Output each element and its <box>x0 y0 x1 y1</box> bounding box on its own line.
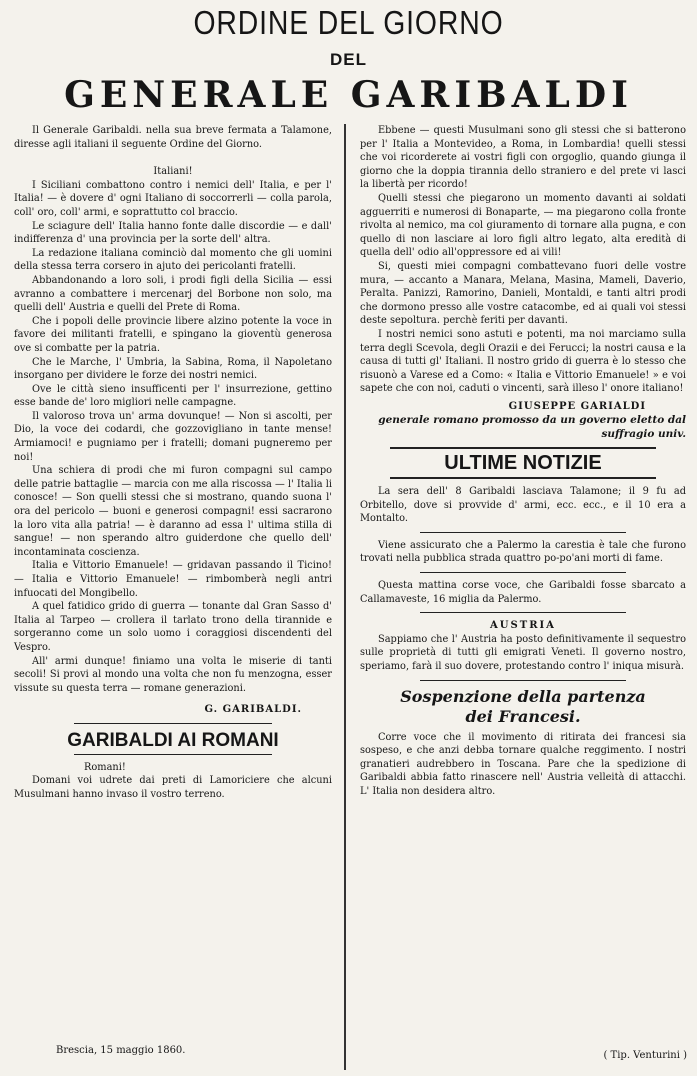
news-item: Questa mattina corse voce, che Garibaldi fosse sbarcato a Callamaveste, 16 miglia da Palermo. <box>360 580 686 605</box>
masthead-del: DEL <box>330 50 367 69</box>
signature: GIUSEPPE GARIALDI <box>508 400 646 412</box>
heading-dei-francesi: dei Francesi. <box>465 706 581 726</box>
divider <box>74 723 272 724</box>
sospenzione-text: Corre voce che il movimento di ritirata dei francesi sia sospeso, e che anzi debba tornare qualche reggimento. I nostri granatieri audrebbero in Toscana. Pare che la spedizione di Garibaldi abbia fatto rinascere nell' Austria velleità di attacchi. L' Italia non desidera altro. <box>360 731 686 797</box>
paragraph: Ove le città sieno insufficenti per l' insurrezione, gettino esse bande de' loro migliori nelle campagne. <box>14 383 332 409</box>
divider <box>390 477 656 479</box>
right-column <box>360 124 686 799</box>
paragraph: A quel fatidico grido di guerra — tonante dal Gran Sasso d' Italia al Tarpeo — crollera il tarlato trono della tirannide e sorgeranno come un solo uomo i coraggiosi discendenti del Vespro. <box>14 601 332 653</box>
masthead-generale: GENERALE GARIBALDI <box>64 74 633 116</box>
masthead-title: ORDINE DEL GIORNO <box>193 4 504 41</box>
divider <box>420 612 626 613</box>
paragraph: I Siciliani combattono contro i nemici dell' Italia, e per l' Italia! — è dovere d' ogni Italiano di soccorrerli — colla parola, coll' oro, coll' armi, e soprattutto col braccio. <box>14 179 332 218</box>
paragraph: Quelli stessi che piegarono un momento davanti ai soldati agguerriti e numerosi di Bonaparte, — ma piegarono colla fronte rivolta al nemico, ma col giuramento di tornare alla pugna, e con quello di non lasciare ai loro figli altro legato, alta eredità di quella dell' odio all'oppressore ed ai vili! <box>360 192 686 259</box>
paragraph: Una schiera di prodi che mi furon compagni sul campo delle patrie battaglie — marcia con me alla riscossa — l' Italia li conosce! — Son quelli stessi che si mostrano, quando suona l' ora del pericolo — buoni e generosi compagni! essi sacrarono la loro vita alla patria! — è daranno ad essa l' ultima stilla di sangue! — non sperando altro guiderdone che quello dell' incontaminata coscienza. <box>14 465 332 558</box>
paragraph: I nostri nemici sono astuti e potenti, ma noi marciamo sulla terra degli Scevola, degli Orazii e dei Ferucci; la nostri causa e la causa di tutti gl' Italiani. Il nostro grido di guerra è lo stesso che risuonò a Varese ed a Como: « Italia e Vittorio Emanuele! » e voi sapete che con noi, caduti o vincenti, sarà illeso l' onore italiano! <box>360 328 686 395</box>
heading-garibaldi-ai-romani: GARIBALDI AI ROMANI <box>67 729 279 751</box>
paragraph: All' armi dunque! finiamo una volta le miserie di tanti secoli! Si provi al mondo una volta che non fu menzogna, esser vissute su questa terra — romane generazioni. <box>14 655 332 694</box>
divider <box>390 447 656 449</box>
printer-credit: ( Tip. Venturini ) <box>603 1050 687 1061</box>
paragraph: Italia e Vittorio Emanuele! — gridavan passando il Ticino! — Italia e Vittorio Emanuele! — rimbomberà negli antri infuocati del Mongibello. <box>14 560 332 599</box>
column-divider <box>344 124 346 1070</box>
news-item: Viene assicurato che a Palermo la carestia è tale che furono trovati nella pubblica strada quattro po-po'ani morti di fame. <box>360 539 686 565</box>
intro-paragraph: Il Generale Garibaldi. nella sua breve fermata a Talamone, diresse agli italiani il seguente Ordine del Giorno. <box>14 125 332 150</box>
paragraph: Ebbene — questi Musulmani sono gli stessi che si batterono per l' Italia a Montevideo, a Roma, in Lombardia! quelli stessi che voi ricorderete ai vostri figli con orgoglio, quando giunga il giorno che la doppia tirannia dello straniero e del prete vi lasci la libertà per ricordo! <box>360 125 686 191</box>
signature: G. GARIBALDI. <box>204 704 302 716</box>
signature-subtitle: generale romano promosso da un governo eletto dal suffragio univ. <box>378 414 686 441</box>
heading-austria: AUSTRIA <box>490 620 556 632</box>
divider <box>420 572 626 573</box>
romani-salutation: Romani! <box>84 761 126 773</box>
heading-ultime-notizie: ULTIME NOTIZIE <box>444 452 602 475</box>
paragraph: La redazione italiana cominciò dal momento che gli uomini della stessa terra corsero in ajuto dei pericolanti fratelli. <box>14 247 332 273</box>
divider <box>420 680 626 681</box>
news-item: La sera dell' 8 Garibaldi lasciava Talamone; il 9 fu ad Orbitello, dove si provvide d' armi, ecc. ecc., e il 10 era a Montalto. <box>360 486 686 525</box>
divider <box>420 532 626 533</box>
austria-text: Sappiamo che l' Austria ha posto definitivamente il sequestro sulle proprietà di tutti gli emigrati Veneti. Il governo nostro, speriamo, farà il suo dovere, protestando contro l' iniqua misurà. <box>360 633 686 672</box>
divider <box>74 754 272 755</box>
paragraph: Abbandonando a loro soli, i prodi figli della Sicilia — essi avranno a combattere i mercenarj del Borbone non solo, ma quelli dell' Austria e quelli del Prete di Roma. <box>14 274 332 314</box>
paragraph: Il valoroso trova un' arma dovunque! — Non si ascolti, per Dio, la voce dei codardi, che gozzovigliano in tante mense! Armiamoci! e pugniamo per i fratelli; domani pugneremo per noi! <box>14 410 332 463</box>
salutation: Italiani! <box>153 166 193 178</box>
date-line: Brescia, 15 maggio 1860. <box>56 1045 186 1056</box>
left-column <box>14 124 332 801</box>
paragraph: Le sciagure dell' Italia hanno fonte dalle discordie — e dall' indifferenza d' una provincia per la sorte dell' altra. <box>14 220 332 246</box>
romani-text: Domani voi udrete dai preti di Lamoriciere che alcuni Musulmani hanno invaso il vostro terreno. <box>14 775 332 800</box>
paragraph: Si, questi miei compagni combattevano fuori delle vostre mura, — accanto a Manara, Melana, Masina, Mameli, Daverio, Peralta. Panizzi, Ramorino, Danieli, Montaldi, e tanti altri prodi che dormono presso alle vostre catacombe, ed ai quali voi stessi deste sepoltura. perchè feriti per davanti. <box>360 260 686 327</box>
paragraph: Che le Marche, l' Umbria, la Sabina, Roma, il Napoletano insorgano per dividere le forze dei nostri nemici. <box>14 356 332 382</box>
heading-sospenzione: Sospenzione della partenza <box>400 686 646 706</box>
paragraph: Che i popoli delle provincie libere alzino potente la voce in favore dei militanti fratelli, e spingano la gioventù generosa ove si combatte per la patria. <box>14 315 332 354</box>
